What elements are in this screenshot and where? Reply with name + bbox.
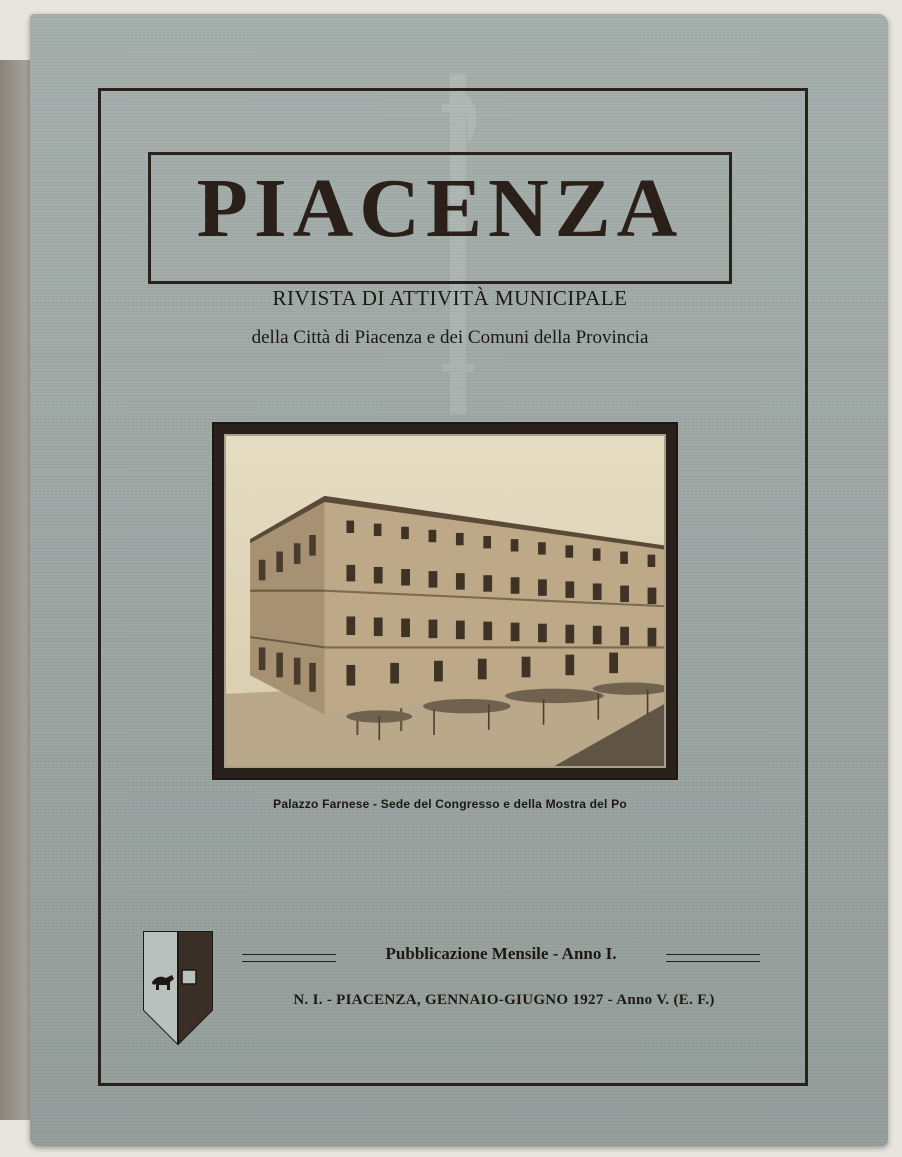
issue-line: N. I. - PIACENZA, GENNAIO-GIUGNO 1927 - Anno V. (E. F.) [293,992,715,1008]
photo-caption: Palazzo Farnese - Sede del Congresso e della Mostra del Po [273,797,627,811]
decorative-rule-right [666,954,760,962]
subtitle-main: RIVISTA DI ATTIVITÀ MUNICIPALE [272,286,628,310]
magazine-cover [30,14,888,1146]
publication-frequency: Pubblicazione Mensile - Anno I. [385,944,617,963]
decorative-rule-left [242,954,336,962]
coat-of-arms-icon [142,930,214,1046]
magazine-title: PIACENZA [196,162,684,255]
cover-photo-frame [212,422,678,780]
masthead-box [148,152,732,284]
palazzo-farnese-photo [224,434,666,768]
subtitle-secondary: della Città di Piacenza e dei Comuni della Provincia [251,327,649,348]
building-illustration [226,436,664,766]
